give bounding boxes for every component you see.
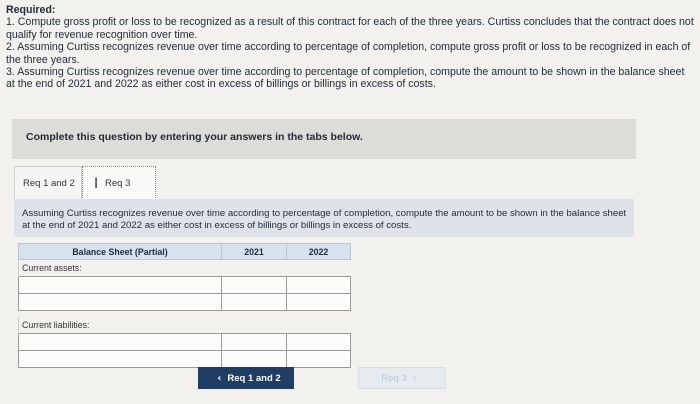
text-cursor-icon: I — [94, 176, 99, 192]
tab-req-3-label: Req 3 — [105, 177, 131, 189]
cl-row1-2022-input[interactable] — [287, 334, 351, 351]
prev-button-label: Req 1 and 2 — [227, 372, 281, 384]
cl-row2-2021-input[interactable] — [222, 351, 287, 368]
cl-row2-account-input[interactable] — [19, 351, 222, 368]
table-row — [19, 351, 351, 368]
required-item-3: 3. Assuming Curtiss recognizes revenue over time according to percentage of completion, compute the amount to be shown in the balance sheet at the end of 2021 and 2022 as either cost in excess of billings or billings in excess of costs. — [6, 66, 685, 91]
required-heading: Required: — [6, 4, 56, 16]
next-button-label: Req 3 — [381, 372, 407, 384]
table-row — [19, 334, 351, 351]
header-2021: 2021 — [222, 244, 287, 260]
table-row — [19, 294, 351, 311]
required-item-2: 2. Assuming Curtiss recognizes revenue over time according to percentage of completion, compute gross profit or loss to be recognized in each of the three years. — [6, 41, 691, 66]
table-row — [19, 277, 351, 294]
cl-row1-2021-input[interactable] — [222, 334, 287, 351]
next-button[interactable] — [358, 367, 446, 389]
ca-row2-2022-input[interactable] — [287, 294, 351, 311]
ca-row2-account-input[interactable] — [19, 294, 222, 311]
cl-row2-2022-input[interactable] — [287, 351, 351, 368]
cl-row1-account-input[interactable] — [19, 334, 222, 351]
current-liabilities-label: Current liabilities: — [19, 317, 222, 334]
ca-row1-2022-input[interactable] — [287, 277, 351, 294]
tab-req-3[interactable] — [82, 166, 156, 200]
instruction-banner: Complete this question by entering your answers in the tabs below. — [12, 119, 636, 159]
chevron-right-icon: › — [412, 372, 417, 384]
chevron-left-icon: ‹ — [217, 372, 222, 384]
ca-row2-2021-input[interactable] — [222, 294, 287, 311]
tab-req-1-and-2[interactable] — [14, 166, 82, 200]
balance-sheet-table — [18, 243, 351, 368]
question-instructions: Assuming Curtiss recognizes revenue over time according to percentage of completion, compute the amount to be shown in the balance sheet at the end of 2021 and 2022 as either cost in excess of billings or billings in excess of costs. — [14, 199, 634, 237]
required-section — [6, 4, 694, 91]
tab-req-1-and-2-label: Req 1 and 2 — [23, 177, 75, 189]
ca-row1-2021-input[interactable] — [222, 277, 287, 294]
tab-bar — [14, 166, 156, 200]
prev-button[interactable] — [198, 367, 294, 389]
required-item-1: 1. Compute gross profit or loss to be recognized as a result of this contract for each of the three years. Curtiss concludes that the contract does not qualify for revenue recognition over time. — [6, 16, 694, 41]
ca-row1-account-input[interactable] — [19, 277, 222, 294]
current-assets-label: Current assets: — [19, 260, 222, 277]
header-balance-sheet: Balance Sheet (Partial) — [19, 244, 222, 260]
header-2022: 2022 — [287, 244, 351, 260]
